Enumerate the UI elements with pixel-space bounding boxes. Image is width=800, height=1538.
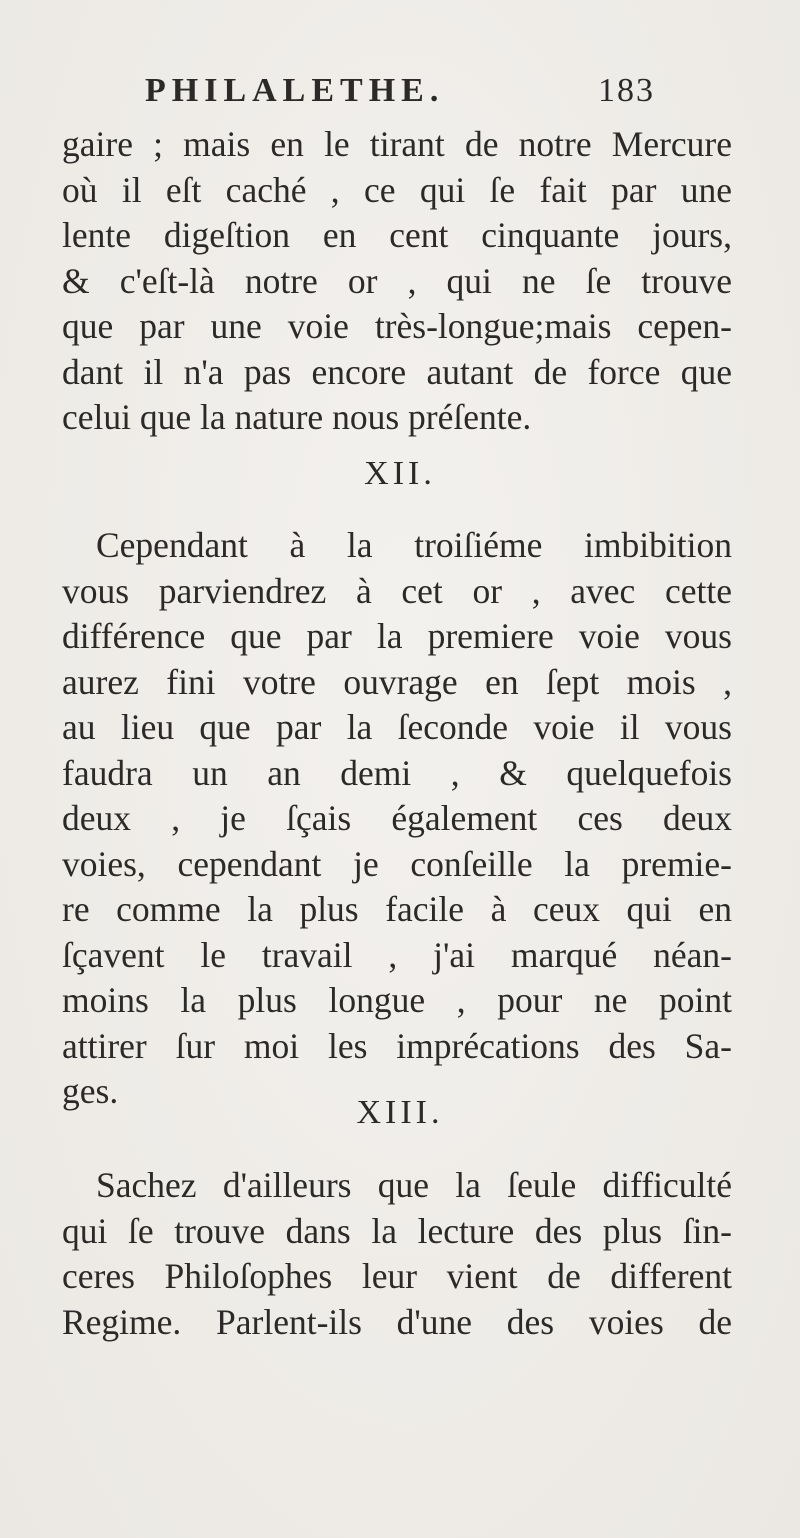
text-line: différence que par la premiere voie vous <box>62 616 732 656</box>
paragraph-2 <box>62 523 732 1115</box>
running-title: PHILALETHE. <box>145 72 445 109</box>
text-line: lente digeſtion en cent cinquante jours, <box>62 215 732 255</box>
text-line: ſçavent le travail , j'ai marqué néan- <box>62 934 732 975</box>
text-line: deux , je ſçais également ces deux <box>62 798 732 838</box>
section-heading-xii: XII. <box>364 455 436 492</box>
text-line: faudra un an demi , & quelquefois <box>62 752 732 793</box>
text-line: gaire ; mais en le tirant de notre Mercure <box>62 124 732 164</box>
text-line: Regime. Parlent-ils d'une des voies de <box>62 1301 732 1342</box>
text-line: moins la plus longue , pour ne point <box>62 980 732 1020</box>
page-header <box>145 72 655 112</box>
text-line: ges. <box>62 1071 119 1111</box>
paragraph-1 <box>62 122 732 441</box>
text-line: qui ſe trouve dans la lecture des plus ſin- <box>62 1210 732 1251</box>
text-line: attirer ſur moi les imprécations des Sa- <box>62 1025 732 1066</box>
paragraph-3 <box>62 1163 732 1345</box>
text-line: voies, cependant je conſeille la premie- <box>62 843 732 884</box>
page-number: 183 <box>598 72 655 109</box>
text-line: Sachez d'ailleurs que la ſeule difficulté <box>96 1165 732 1205</box>
text-line: dant il n'a pas encore autant de force que <box>62 351 732 392</box>
section-heading-xiii: XIII. <box>356 1094 444 1131</box>
text-line: où il eſt caché , ce qui ſe fait par une <box>62 169 732 210</box>
text-line: au lieu que par la ſeconde voie il vous <box>62 707 732 747</box>
text-line: que par une voie très-longue;mais cepen- <box>62 306 732 346</box>
text-line: Cependant à la troiſiéme imbibition <box>96 525 732 565</box>
text-line: & c'eſt-là notre or , qui ne ſe trouve <box>62 260 732 301</box>
text-line: vous parviendrez à cet or , avec cette <box>62 570 732 611</box>
text-line: ceres Philoſophes leur vient de different <box>62 1256 732 1296</box>
text-line: re comme la plus facile à ceux qui en <box>62 889 732 929</box>
text-line: celui que la nature nous préſente. <box>62 397 532 437</box>
text-line: aurez fini votre ouvrage en ſept mois , <box>62 661 732 702</box>
